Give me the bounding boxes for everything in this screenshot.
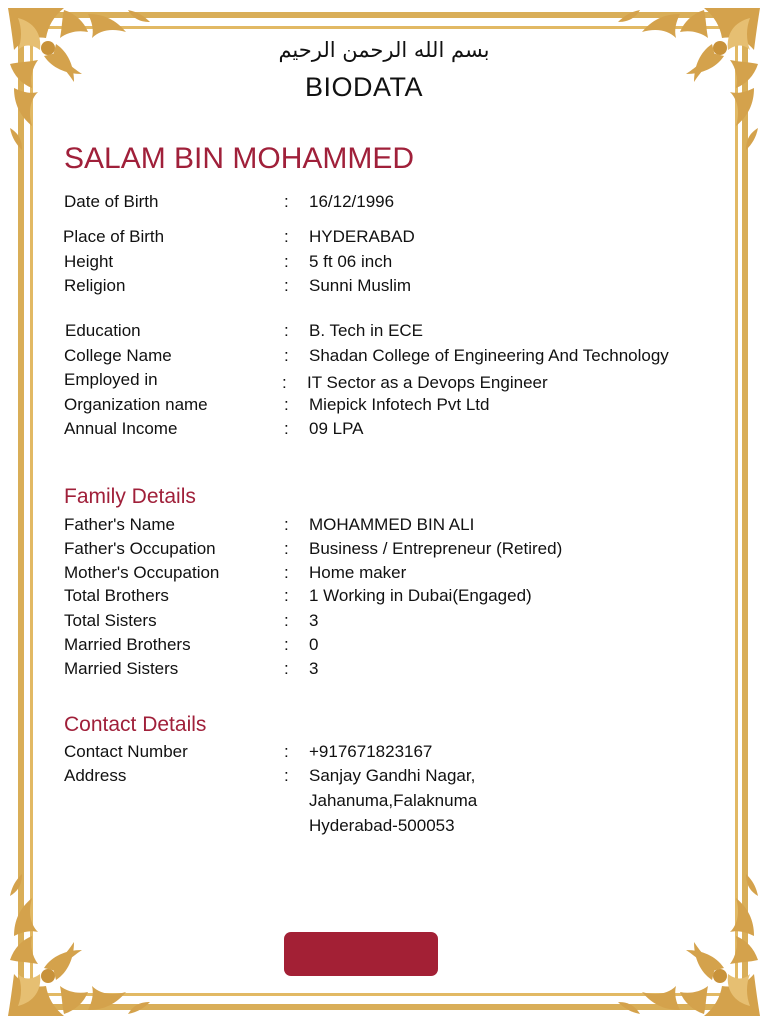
detail-label: Total Sisters (64, 611, 157, 630)
separator-colon: : (284, 419, 289, 438)
detail-label: Annual Income (64, 419, 178, 438)
separator-colon: : (284, 611, 289, 630)
address-line: Hyderabad-500053 (309, 816, 455, 835)
detail-label: Place of Birth (63, 227, 165, 246)
detail-label: Date of Birth (64, 192, 159, 211)
document-title: BIODATA (304, 72, 423, 102)
detail-label: Address (64, 766, 127, 785)
detail-value: 09 LPA (309, 419, 364, 438)
detail-label: Height (64, 252, 114, 271)
detail-value: 1 Working in Dubai(Engaged) (309, 586, 532, 605)
detail-value: Miepick Infotech Pvt Ltd (309, 395, 490, 414)
detail-label: Religion (64, 276, 126, 295)
family-details-heading: Family Details (64, 485, 196, 508)
separator-colon: : (284, 227, 289, 246)
separator-colon: : (284, 276, 289, 295)
detail-value: Business / Entrepreneur (Retired) (309, 539, 563, 558)
separator-colon: : (284, 742, 289, 761)
detail-value: 16/12/1996 (309, 192, 395, 211)
separator-colon: : (284, 766, 289, 785)
detail-value: MOHAMMED BIN ALI (309, 515, 475, 534)
separator-colon: : (284, 539, 289, 558)
separator-colon: : (284, 659, 289, 678)
detail-value: Shadan College of Engineering And Technology (309, 346, 669, 365)
separator-colon: : (284, 321, 289, 340)
corner-ornament-bottom-right-icon (614, 870, 764, 1020)
separator-colon: : (284, 515, 289, 534)
detail-value: 5 ft 06 inch (309, 252, 393, 271)
detail-label: Employed in (64, 370, 158, 389)
detail-value: 0 (309, 635, 319, 654)
corner-ornament-bottom-left-icon (4, 870, 154, 1020)
bismillah-text: بسم الله الرحمن الرحيم (278, 38, 490, 62)
separator-colon: : (284, 252, 289, 271)
detail-value: B. Tech in ECE (309, 321, 424, 340)
detail-label: Education (65, 321, 141, 340)
detail-value: 3 (309, 611, 319, 630)
footer-red-tab (284, 932, 438, 976)
detail-label: Mother's Occupation (64, 563, 220, 582)
detail-value: HYDERABAD (309, 227, 415, 246)
separator-colon: : (282, 373, 287, 392)
separator-colon: : (284, 563, 289, 582)
address-line: Jahanuma,Falaknuma (309, 791, 478, 810)
detail-label: Total Brothers (64, 586, 169, 605)
separator-colon: : (284, 586, 289, 605)
separator-colon: : (284, 635, 289, 654)
contact-details-heading: Contact Details (64, 713, 207, 736)
detail-value: Home maker (309, 563, 407, 582)
separator-colon: : (284, 395, 289, 414)
detail-label: Organization name (64, 395, 208, 414)
detail-value: IT Sector as a Devops Engineer (307, 373, 548, 392)
detail-value: +917671823167 (309, 742, 433, 761)
detail-label: Father's Occupation (64, 539, 216, 558)
detail-label: Married Sisters (64, 659, 179, 678)
detail-label: Contact Number (64, 742, 188, 761)
detail-label: Married Brothers (64, 635, 191, 654)
detail-value: Sunni Muslim (309, 276, 412, 295)
candidate-name: SALAM BIN MOHAMMED (64, 142, 415, 175)
address-line: Sanjay Gandhi Nagar, (309, 766, 476, 785)
separator-colon: : (284, 192, 289, 211)
detail-label: College Name (64, 346, 172, 365)
separator-colon: : (284, 346, 289, 365)
detail-value: 3 (309, 659, 319, 678)
detail-label: Father's Name (64, 515, 175, 534)
